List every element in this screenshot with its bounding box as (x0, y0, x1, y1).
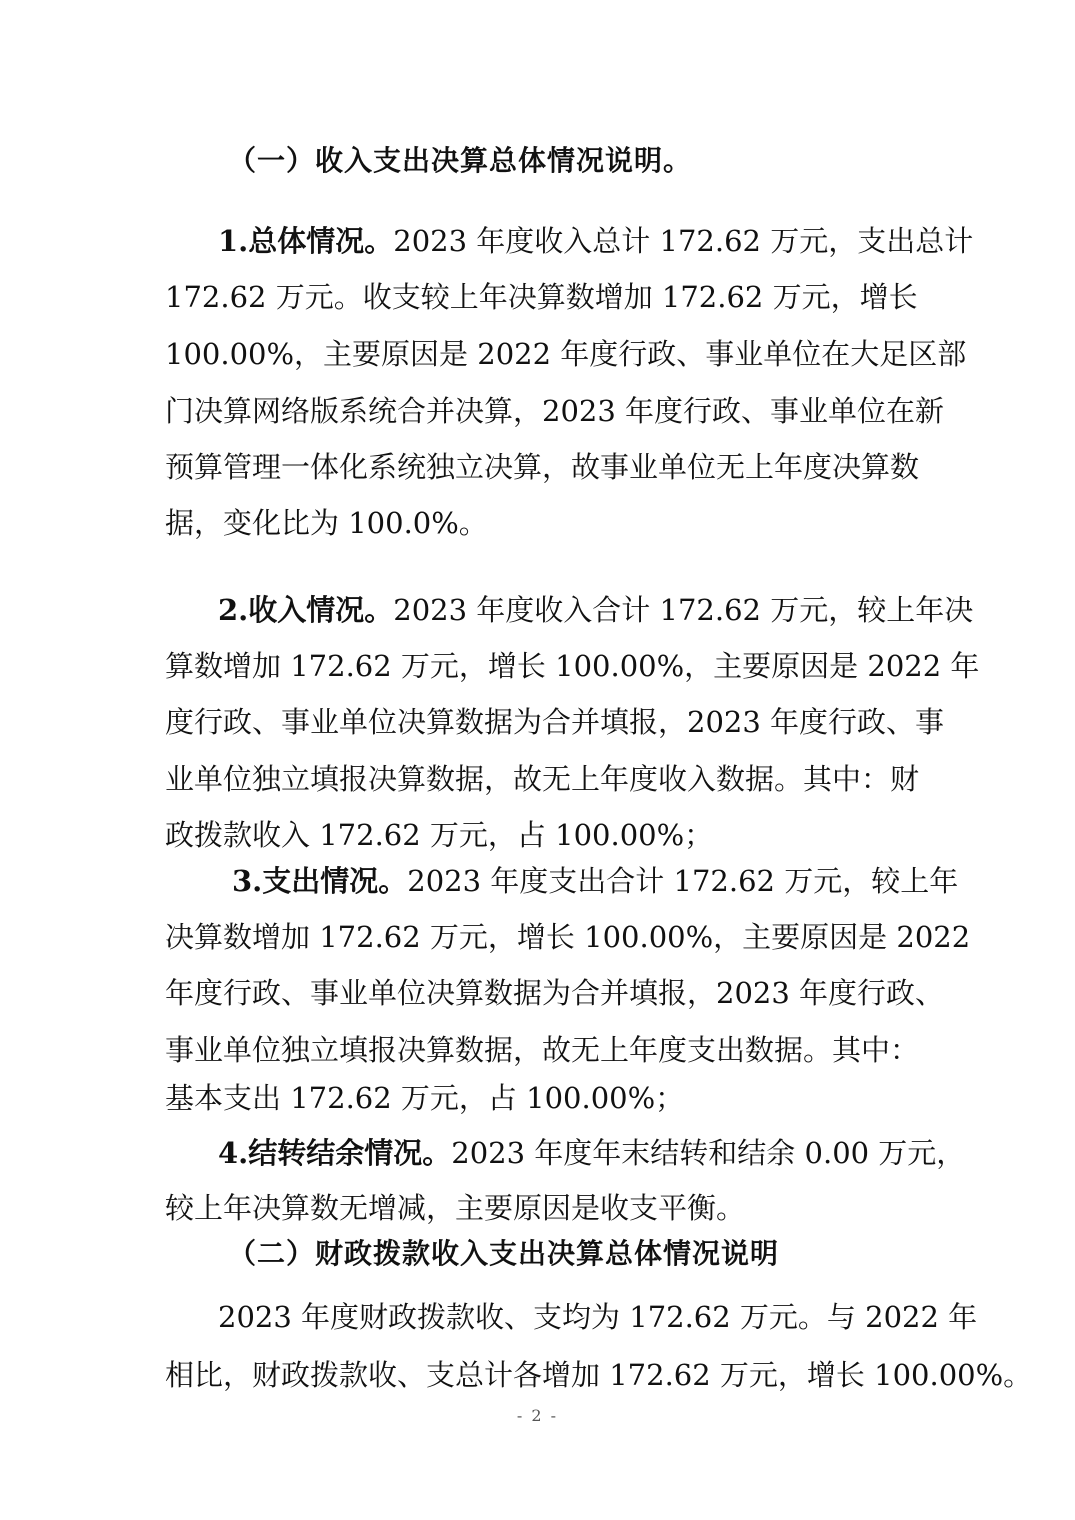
paragraph-4-line-1: 4.结转结余情况。2023 年度年末结转和结余 0.00 万元， (218, 1136, 966, 1170)
paragraph-1-lead: 1.总体情况。 (218, 224, 394, 258)
section-heading-1: （一）收入支出决算总体情况说明。 (228, 144, 693, 177)
paragraph-1-line-6: 据，变化比为 100.0%。 (165, 506, 488, 540)
paragraph-2-line-4: 业单位独立填报决算数据，故无上年度收入数据。其中：财 (165, 762, 920, 796)
paragraph-1-line-5: 预算管理一体化系统独立决算，故事业单位无上年度决算数 (165, 450, 920, 484)
paragraph-2-line-2: 算数增加 172.62 万元，增长 100.00%，主要原因是 2022 年 (165, 649, 980, 683)
paragraph-2-lead: 2.收入情况。 (218, 593, 394, 627)
paragraph-3-line-1: 3.支出情况。2023 年度支出合计 172.62 万元，较上年 (232, 864, 959, 898)
paragraph-4-line-2: 较上年决算数无增减，主要原因是收支平衡。 (165, 1191, 746, 1225)
paragraph-1-line-2: 172.62 万元。收支较上年决算数增加 172.62 万元，增长 (165, 280, 918, 314)
paragraph-3-lead: 3.支出情况。 (232, 864, 408, 898)
paragraph-2-line-5: 政拨款收入 172.62 万元，占 100.00%； (165, 818, 714, 852)
paragraph-2-line-3: 度行政、事业单位决算数据为合并填报，2023 年度行政、事 (165, 705, 945, 739)
paragraph-5-line-2: 相比，财政拨款收、支总计各增加 172.62 万元，增长 100.00%。 (165, 1358, 1033, 1392)
paragraph-3-line-3: 年度行政、事业单位决算数据为合并填报，2023 年度行政、 (165, 976, 945, 1010)
paragraph-2-line-1: 2.收入情况。2023 年度收入合计 172.62 万元，较上年决 (218, 593, 974, 627)
page-number: - 2 - (516, 1406, 559, 1425)
paragraph-3-line-2: 决算数增加 172.62 万元，增长 100.00%，主要原因是 2022 (165, 920, 971, 954)
paragraph-5-line-1: 2023 年度财政拨款收、支均为 172.62 万元。与 2022 年 (218, 1300, 978, 1334)
paragraph-3-line-4: 事业单位独立填报决算数据，故无上年度支出数据。其中： (165, 1033, 920, 1067)
section-heading-2: （二）财政拨款收入支出决算总体情况说明 (228, 1237, 780, 1270)
paragraph-3-line-5: 基本支出 172.62 万元，占 100.00%； (165, 1081, 685, 1115)
paragraph-1-line-3: 100.00%，主要原因是 2022 年度行政、事业单位在大足区部 (165, 337, 967, 371)
paragraph-1-line-1: 1.总体情况。2023 年度收入总计 172.62 万元，支出总计 (218, 224, 974, 258)
paragraph-4-lead: 4.结转结余情况。 (218, 1136, 452, 1170)
paragraph-1-line-4: 门决算网络版系统合并决算，2023 年度行政、事业单位在新 (165, 394, 945, 428)
